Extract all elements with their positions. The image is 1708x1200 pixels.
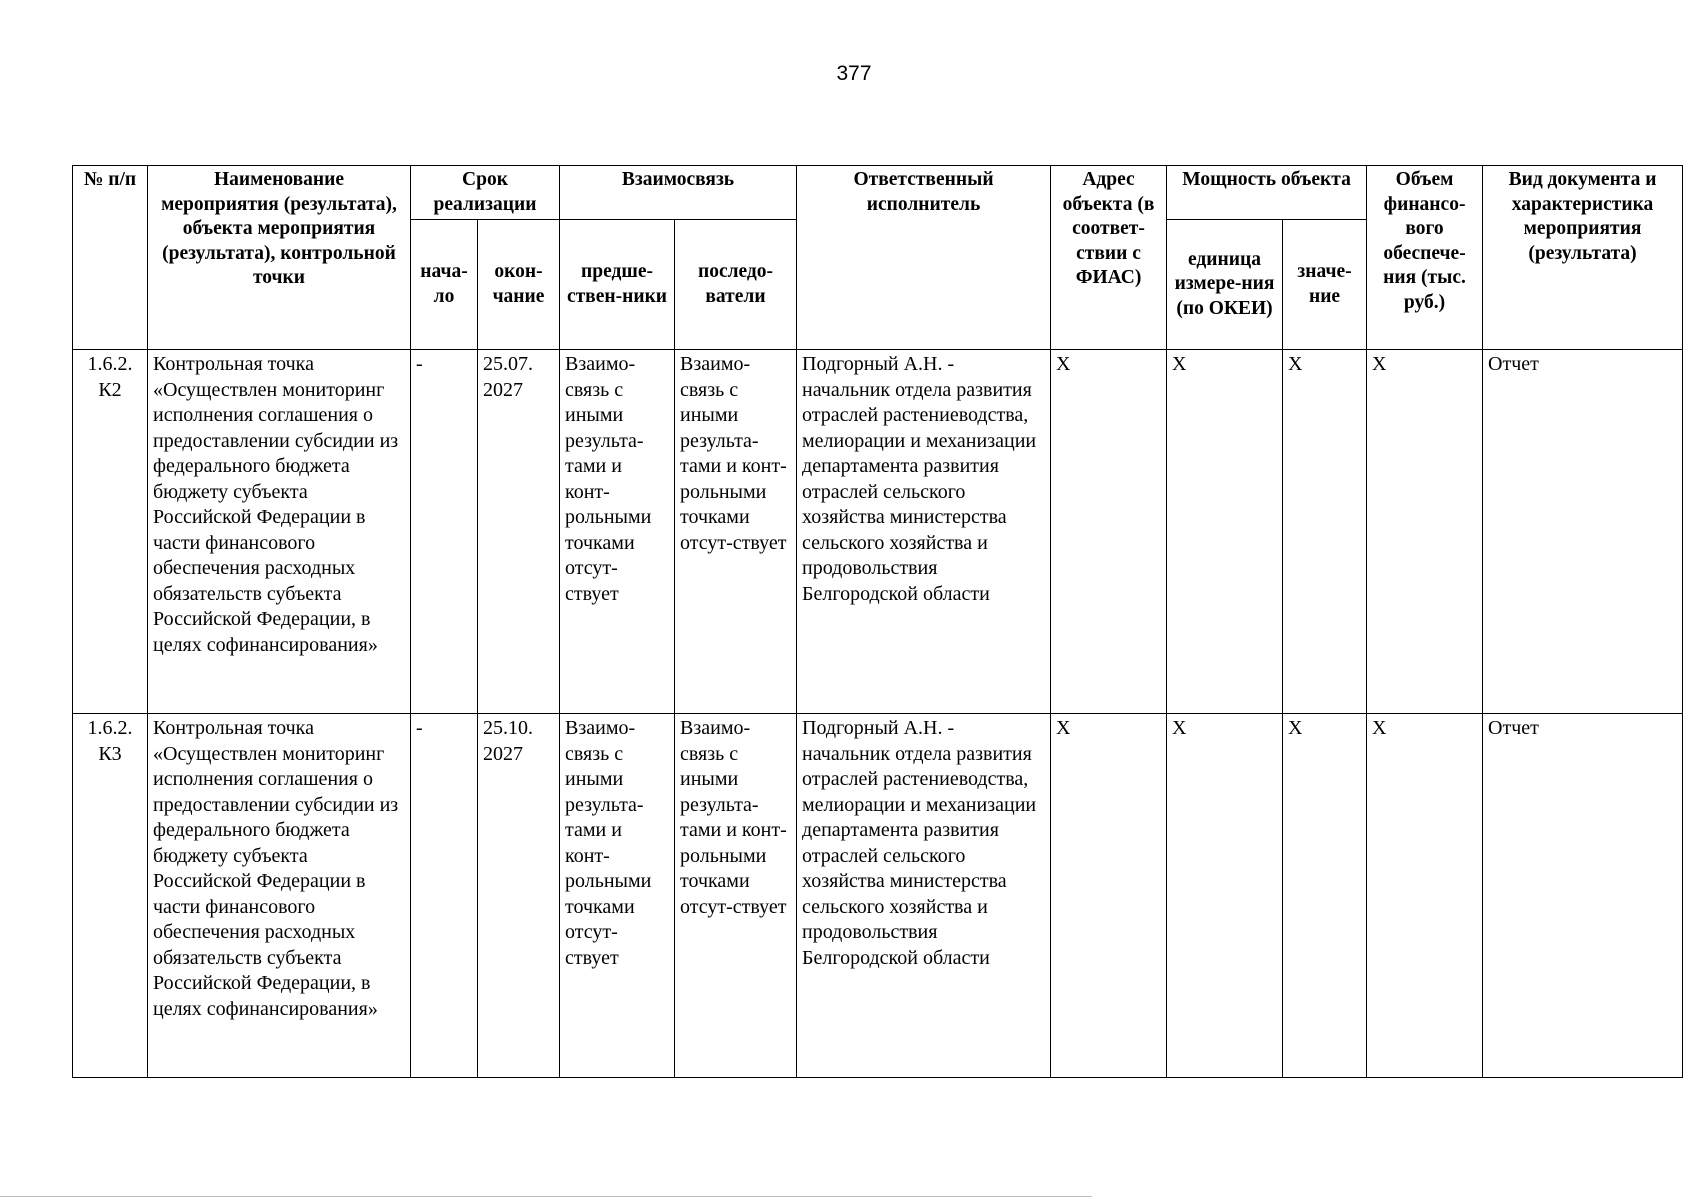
header-term-end: окон-чание [478,220,560,350]
header-address: Адрес объекта (в соответ-ствии с ФИАС) [1051,166,1167,350]
header-finance: Объем финансо-вого обеспече-ния (тыс. руб.) [1367,166,1483,350]
header-unit: единица измере-ния (по ОКЕИ) [1167,220,1283,350]
row-unit: X [1167,714,1283,1078]
row-num: 1.6.2. К2 [73,350,148,714]
scan-divider-line [0,1196,1092,1197]
header-value: значе-ние [1283,220,1367,350]
header-doc-type: Вид документа и характеристика мероприятия (результата) [1483,166,1683,350]
row-name: Контрольная точка «Осуществлен мониторинг исполнения соглашения о предоставлении субсидии из федерального бюджета бюджету субъекта Российской Федерации в части финансового обеспечения расходных обязательств субъекта Российской Федерации, в целях софинансирования» [148,714,411,1078]
row-value: X [1283,714,1367,1078]
row-start: - [411,350,478,714]
header-num: № п/п [73,166,148,350]
row-unit: X [1167,350,1283,714]
header-capacity: Мощность объекта [1167,166,1367,220]
row-finance: X [1367,350,1483,714]
row-responsible: Подгорный А.Н. - начальник отдела развития отраслей растениеводства, мелиорации и механизации департамента развития отраслей сельского хозяйства министерства сельского хозяйства и продовольствия Белгородской области [797,350,1051,714]
row-end: 25.10. 2027 [478,714,560,1078]
row-successors: Взаимо-связь с иными результа-тами и конт-рольными точками отсут-ствует [675,714,797,1078]
table-row [73,714,1683,1078]
row-responsible: Подгорный А.Н. - начальник отдела развития отраслей растениеводства, мелиорации и механизации департамента развития отраслей сельского хозяйства министерства сельского хозяйства и продовольствия Белгородской области [797,714,1051,1078]
header-responsible: Ответственный исполнитель [797,166,1051,350]
header-term: Срок реализации [411,166,560,220]
row-start: - [411,714,478,1078]
row-value: X [1283,350,1367,714]
row-num: 1.6.2. К3 [73,714,148,1078]
row-doc: Отчет [1483,350,1683,714]
header-relation: Взаимосвязь [560,166,797,220]
header-successors: последо-ватели [675,220,797,350]
header-name: Наименование мероприятия (результата), объекта мероприятия (результата), контрольной точки [148,166,411,350]
row-successors: Взаимо-связь с иными результа-тами и конт-рольными точками отсут-ствует [675,350,797,714]
header-predecessors: предше-ствен-ники [560,220,675,350]
row-address: X [1051,714,1167,1078]
page-number: 377 [836,62,872,85]
header-term-start: нача-ло [411,220,478,350]
table-row [73,350,1683,714]
row-end: 25.07. 2027 [478,350,560,714]
plan-table [72,165,1683,1078]
row-doc: Отчет [1483,714,1683,1078]
row-predecessors: Взаимо-связь с иными результа-тами и конт-рольными точками отсут-ствует [560,350,675,714]
row-finance: X [1367,714,1483,1078]
row-name: Контрольная точка «Осуществлен мониторинг исполнения соглашения о предоставлении субсидии из федерального бюджета бюджету субъекта Российской Федерации в части финансового обеспечения расходных обязательств субъекта Российской Федерации, в целях софинансирования» [148,350,411,714]
row-predecessors: Взаимо-связь с иными результа-тами и конт-рольными точками отсут-ствует [560,714,675,1078]
row-address: X [1051,350,1167,714]
